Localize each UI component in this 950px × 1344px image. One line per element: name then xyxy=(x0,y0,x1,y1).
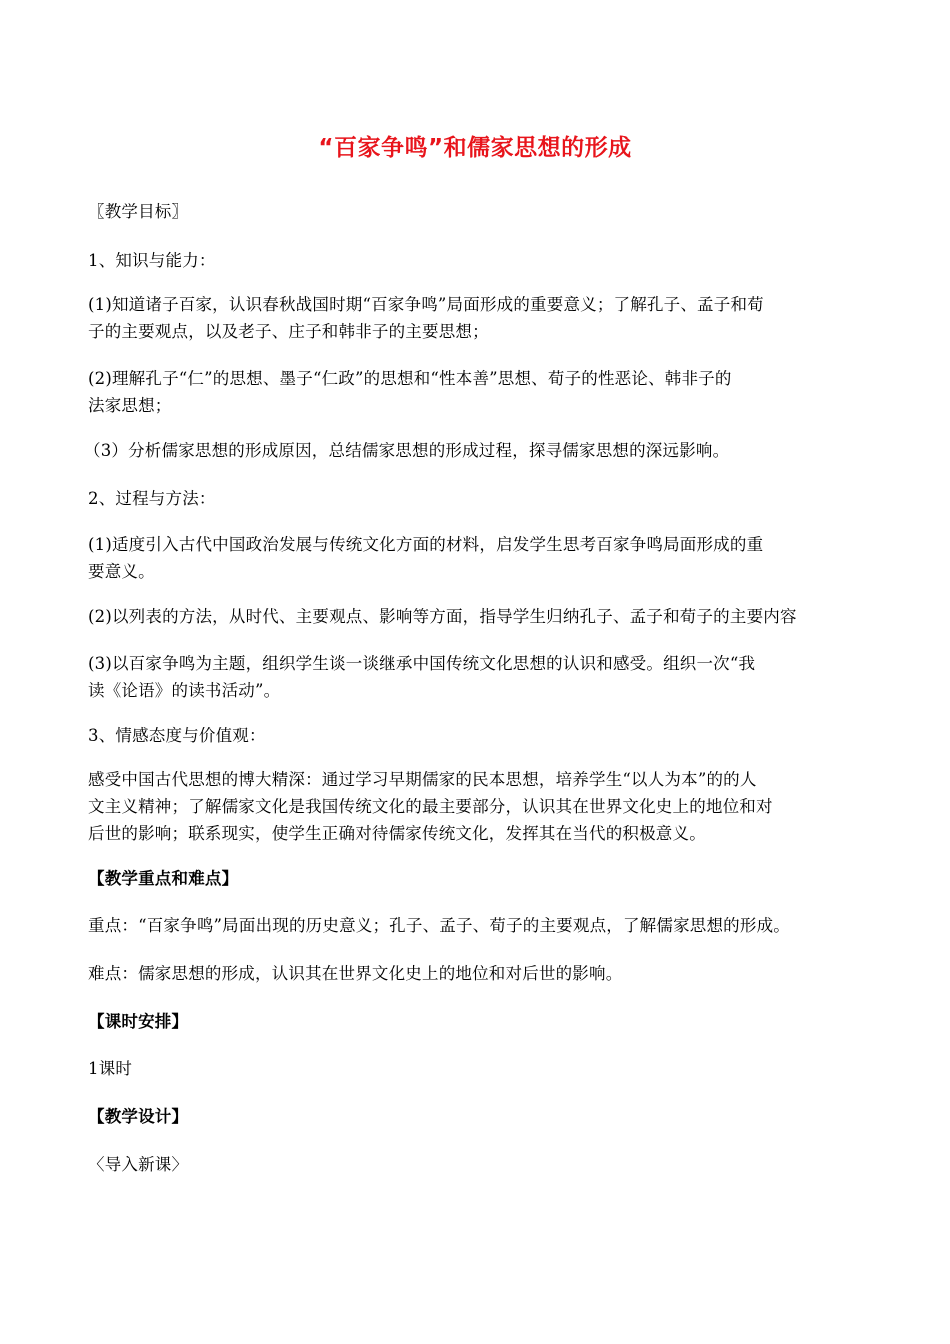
teaching-goals-heading: 〖教学目标〗 xyxy=(88,202,189,221)
text-line: 后世的影响；联系现实，使学生正确对待儒家传统文化，发挥其在当代的积极意义。 xyxy=(88,824,706,843)
section-3-heading: 3、情感态度与价值观： xyxy=(88,726,266,745)
section-1-item-1 xyxy=(88,291,868,345)
section-1-item-2 xyxy=(88,365,868,419)
section-3-paragraph xyxy=(88,766,868,847)
text-line: 文主义精神；了解儒家文化是我国传统文化的最主要部分，认识其在世界文化史上的地位和对 xyxy=(88,797,773,816)
key-points-heading: 【教学重点和难点】 xyxy=(88,869,239,888)
section-1-heading: 1、知识与能力： xyxy=(88,251,216,270)
text-line: 要意义。 xyxy=(88,562,155,581)
text-line: (1)适度引入古代中国政治发展与传统文化方面的材料，启发学生思考百家争鸣局面形成的重 xyxy=(88,535,764,554)
section-2-item-3 xyxy=(88,650,868,704)
key-points-difficulty: 难点：儒家思想的形成，认识其在世界文化史上的地位和对后世的影响。 xyxy=(88,964,623,983)
schedule-heading: 【课时安排】 xyxy=(88,1012,189,1031)
text-line: 子的主要观点，以及老子、庄子和韩非子的主要思想； xyxy=(88,322,489,341)
section-2-item-1 xyxy=(88,531,868,585)
text-line: 法家思想； xyxy=(88,396,172,415)
section-2-item-2: (2)以列表的方法，从时代、主要观点、影响等方面，指导学生归纳孔子、孟子和荀子的主要内容 xyxy=(88,607,797,626)
section-2-heading: 2、过程与方法： xyxy=(88,489,216,508)
text-line: (1)知道诸子百家，认识春秋战国时期“百家争鸣”局面形成的重要意义；了解孔子、孟子和荀 xyxy=(88,295,764,314)
text-line: (3)以百家争鸣为主题，组织学生谈一谈继承中国传统文化思想的认识和感受。组织一次“我 xyxy=(88,654,756,673)
design-intro: 〈导入新课〉 xyxy=(88,1155,189,1174)
text-line: 感受中国古代思想的博大精深：通过学习早期儒家的民本思想，培养学生“以人为本”的的人 xyxy=(88,770,757,789)
schedule-value: 1课时 xyxy=(88,1059,133,1078)
document-title: “百家争鸣”和儒家思想的形成 xyxy=(318,135,632,161)
text-line: 读《论语》的读书活动”。 xyxy=(88,681,281,700)
design-heading: 【教学设计】 xyxy=(88,1107,189,1126)
text-line: (2)理解孔子“仁”的思想、墨子“仁政”的思想和“性本善”思想、荀子的性恶论、韩非子的 xyxy=(88,369,732,388)
section-1-item-3: （3）分析儒家思想的形成原因，总结儒家思想的形成过程，探寻儒家思想的深远影响。 xyxy=(84,441,730,460)
key-points-focus: 重点：“百家争鸣”局面出现的历史意义；孔子、孟子、荀子的主要观点，了解儒家思想的形成。 xyxy=(88,916,790,935)
